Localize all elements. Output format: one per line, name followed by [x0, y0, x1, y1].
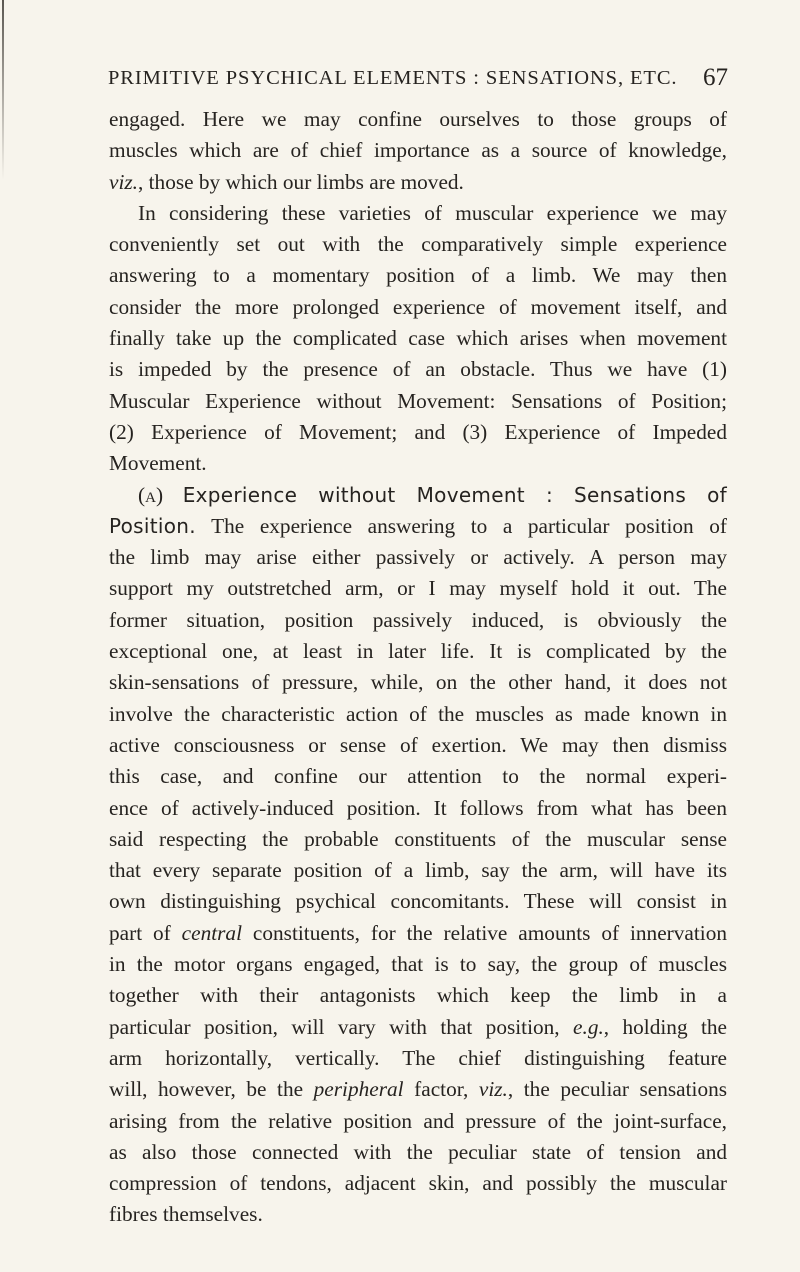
- text-line: Muscular Experience without Movement: Sensations of Position;: [109, 388, 727, 413]
- text-line: arising from the relative position and pressure of the joint-surface,: [109, 1108, 727, 1133]
- page-header: [108, 58, 728, 98]
- text-line: that every separate position of a limb, say the arm, will have its: [109, 858, 727, 883]
- running-head: PRIMITIVE PSYCHICAL ELEMENTS : SENSATIONS, ETC.: [108, 67, 678, 89]
- section-heading-cont: Position.: [109, 513, 196, 538]
- text-line: engaged. Here we may confine ourselves to those groups of: [109, 107, 727, 131]
- text-line: own distinguishing psychical concomitants. These will consist in: [109, 889, 727, 914]
- text-line: involve the characteristic action of the muscles as made known in: [109, 701, 727, 726]
- text-line: conveniently set out with the comparatively simple experience: [109, 232, 727, 257]
- text-line: former situation, position passively induced, is obviously the: [109, 607, 727, 632]
- text-span: particular position, will vary with that position,: [109, 1014, 560, 1039]
- italic-text: viz.: [478, 1077, 508, 1102]
- text-line: compression of tendons, adjacent skin, and possibly the muscular: [109, 1171, 727, 1196]
- text-line: the limb may arise either passively or actively. A person may: [109, 545, 727, 570]
- text-line: Movement.: [109, 451, 207, 476]
- text-line: fibres themselves.: [109, 1202, 263, 1227]
- text-span: The experience answering to a particular position of: [211, 513, 727, 538]
- text-span: will, however, be the: [109, 1077, 304, 1102]
- text-line: (2) Experience of Movement; and (3) Experience of Impeded: [109, 419, 727, 444]
- section-heading: Experience without Movement : Sensations of: [182, 482, 727, 507]
- text-span: , the peculiar sensations: [507, 1077, 728, 1102]
- text-span: constituents, for the relative amounts of innervation: [252, 920, 727, 945]
- text-span: , holding the: [603, 1014, 728, 1039]
- section-label-close: ): [155, 482, 164, 507]
- italic-text: peripheral: [313, 1077, 404, 1102]
- text-line: answering to a momentary position of a limb. We may then: [109, 263, 727, 288]
- text-span: factor,: [414, 1077, 469, 1102]
- text-line: consider the more prolonged experience of movement itself, and: [109, 294, 727, 319]
- body-text: [109, 104, 727, 1231]
- text-line: said respecting the probable constituents of the muscular sense: [109, 826, 727, 851]
- text-line: in the motor organs engaged, that is to say, the group of muscles: [109, 952, 727, 977]
- text-line: [109, 918, 727, 949]
- italic-text: viz.: [109, 169, 138, 194]
- text-line: [109, 1012, 727, 1043]
- text-line: together with their antagonists which keep the limb in a: [109, 983, 727, 1008]
- text-line: ence of actively-induced position. It follows from what has been: [109, 795, 727, 820]
- text-line: skin-sensations of pressure, while, on the other hand, it does not: [109, 670, 727, 695]
- text-line: [109, 167, 727, 198]
- text-line: exceptional one, at least in later life. It is complicated by the: [109, 639, 727, 664]
- text-line: this case, and confine our attention to the normal experi-: [109, 764, 727, 789]
- italic-text: central: [181, 920, 242, 945]
- page-number: 67: [703, 64, 728, 91]
- text-line: as also those connected with the peculiar state of tension and: [109, 1139, 727, 1164]
- text-line: is impeded by the presence of an obstacle. Thus we have (1): [109, 357, 727, 382]
- section-heading-line: [109, 480, 727, 511]
- text-line: support my outstretched arm, or I may myself hold it out. The: [109, 576, 727, 601]
- text-line: [109, 1074, 727, 1105]
- page-edge-shadow: [2, 0, 4, 180]
- text-span: part of: [109, 920, 171, 945]
- section-label-open: (: [138, 482, 146, 507]
- text-line: active consciousness or sense of exertion. We may then dismiss: [109, 732, 727, 757]
- text-line: muscles which are of chief importance as a source of knowledge,: [109, 138, 727, 163]
- text-line: arm horizontally, vertically. The chief distinguishing feature: [109, 1045, 727, 1070]
- paragraph-first-line: In considering these varieties of muscular experience we may: [138, 200, 727, 225]
- text-line: [109, 511, 727, 542]
- text-span: , those by which our limbs are moved.: [137, 169, 464, 194]
- italic-text: e.g.: [573, 1014, 604, 1039]
- text-line: finally take up the complicated case which arises when movement: [109, 326, 727, 351]
- section-label: a: [145, 482, 156, 507]
